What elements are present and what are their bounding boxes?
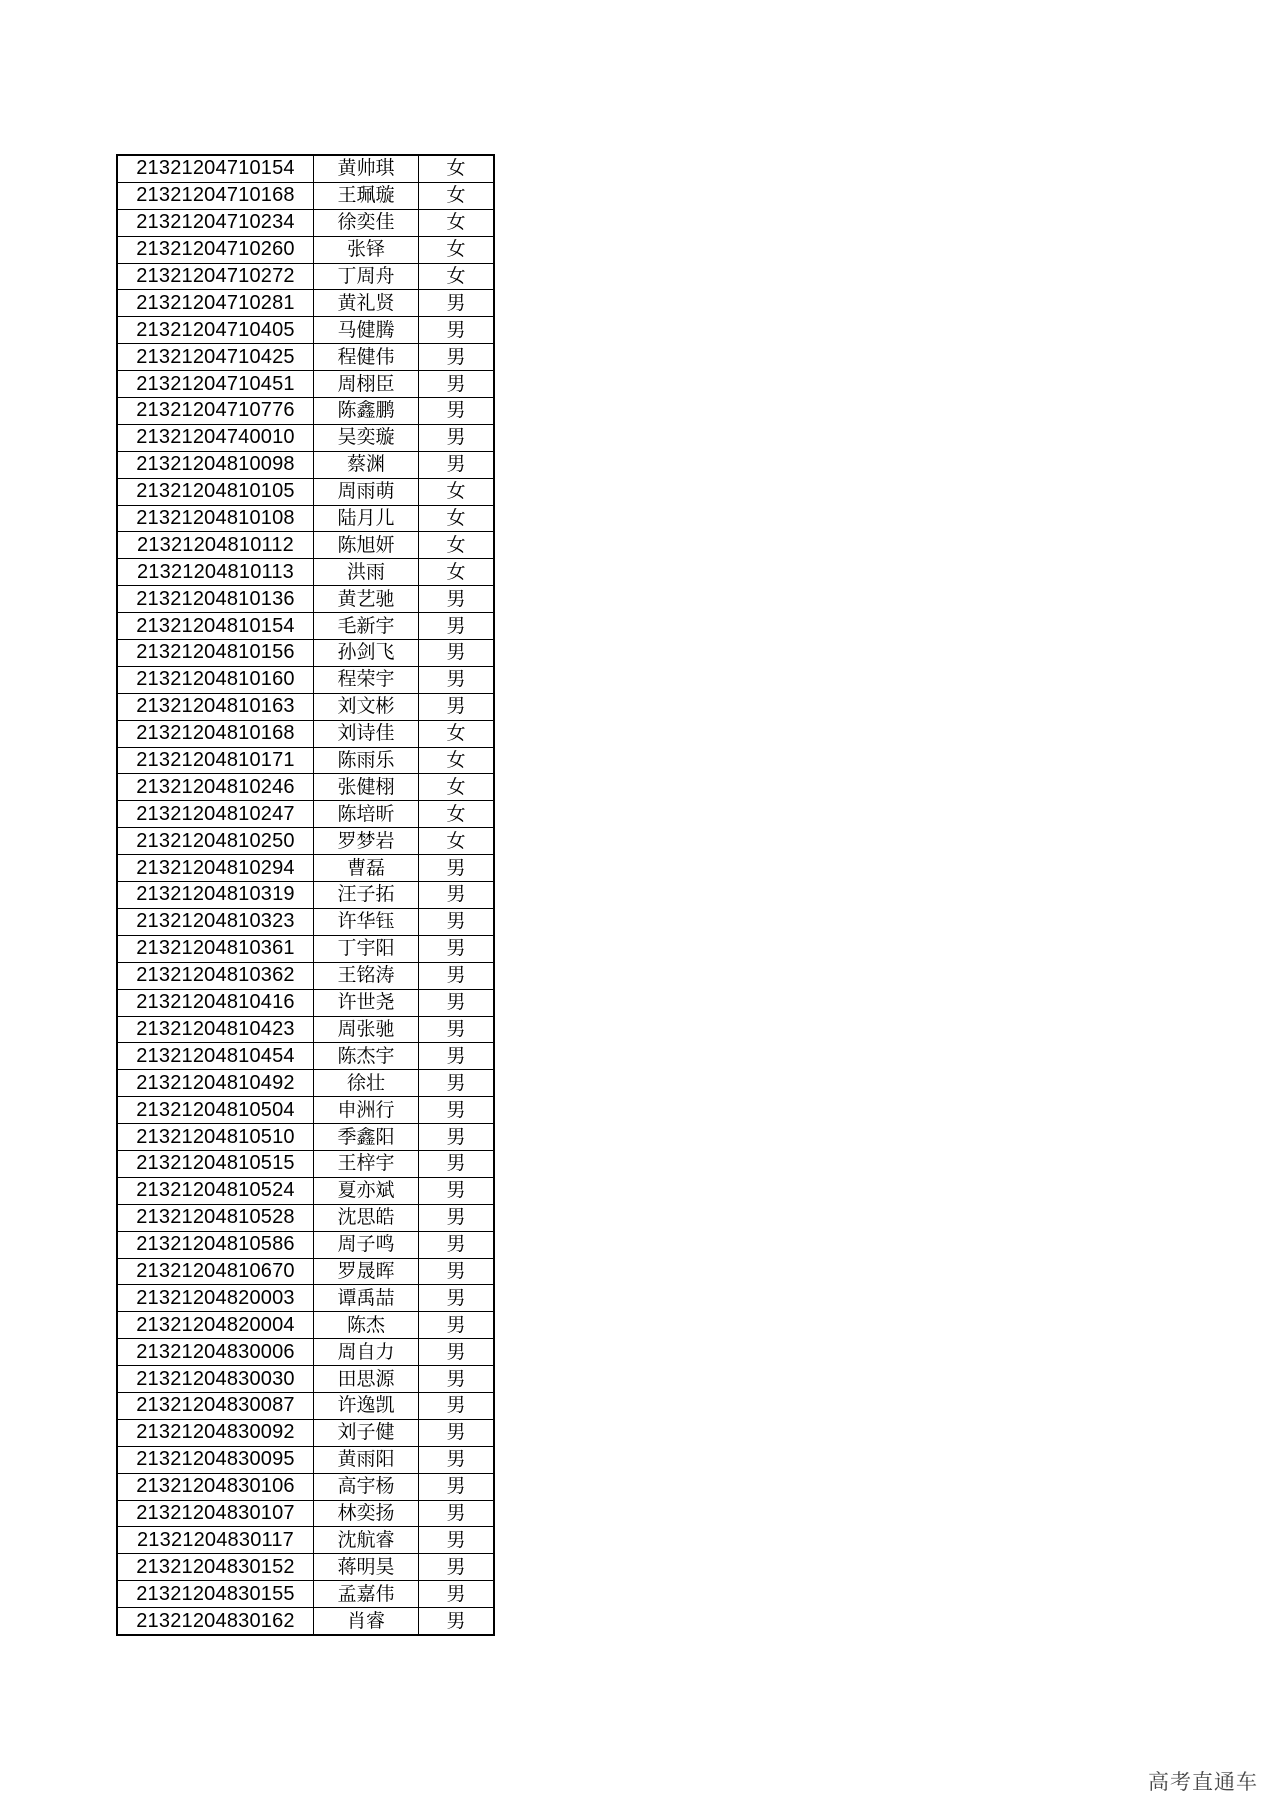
exam-number-cell: 21321204710260 bbox=[117, 236, 314, 263]
table-row bbox=[117, 1312, 494, 1339]
exam-number-cell: 21321204810098 bbox=[117, 451, 314, 478]
gender-cell: 男 bbox=[419, 1473, 495, 1500]
table-row bbox=[117, 398, 494, 425]
gender-cell: 男 bbox=[419, 1446, 495, 1473]
exam-number-cell: 21321204830095 bbox=[117, 1446, 314, 1473]
student-name-cell: 陈旭妍 bbox=[314, 532, 419, 559]
exam-number-cell: 21321204830030 bbox=[117, 1366, 314, 1393]
student-name-cell: 许逸凯 bbox=[314, 1392, 419, 1419]
student-name-cell: 刘诗佳 bbox=[314, 720, 419, 747]
exam-number-cell: 21321204830087 bbox=[117, 1392, 314, 1419]
exam-number-cell: 21321204810515 bbox=[117, 1150, 314, 1177]
student-name-cell: 沈航睿 bbox=[314, 1527, 419, 1554]
gender-cell: 男 bbox=[419, 640, 495, 667]
gender-cell: 男 bbox=[419, 290, 495, 317]
student-name-cell: 刘文彬 bbox=[314, 693, 419, 720]
exam-number-cell: 21321204830155 bbox=[117, 1581, 314, 1608]
exam-number-cell: 21321204710154 bbox=[117, 155, 314, 182]
table-row bbox=[117, 1124, 494, 1151]
gender-cell: 男 bbox=[419, 451, 495, 478]
exam-number-cell: 21321204810504 bbox=[117, 1097, 314, 1124]
gender-cell: 男 bbox=[419, 1043, 495, 1070]
table-row bbox=[117, 451, 494, 478]
table-row bbox=[117, 613, 494, 640]
table-row bbox=[117, 666, 494, 693]
table-row bbox=[117, 1177, 494, 1204]
table-row bbox=[117, 155, 494, 182]
table-row bbox=[117, 989, 494, 1016]
student-name-cell: 丁周舟 bbox=[314, 263, 419, 290]
table-row bbox=[117, 774, 494, 801]
student-name-cell: 周雨萌 bbox=[314, 478, 419, 505]
table-row bbox=[117, 962, 494, 989]
exam-number-cell: 21321204810361 bbox=[117, 935, 314, 962]
student-name-cell: 丁宇阳 bbox=[314, 935, 419, 962]
gender-cell: 男 bbox=[419, 1097, 495, 1124]
gender-cell: 男 bbox=[419, 908, 495, 935]
exam-number-cell: 21321204810168 bbox=[117, 720, 314, 747]
student-name-cell: 田思源 bbox=[314, 1366, 419, 1393]
table-row bbox=[117, 209, 494, 236]
exam-number-cell: 21321204710168 bbox=[117, 182, 314, 209]
table-row bbox=[117, 478, 494, 505]
table-row bbox=[117, 1339, 494, 1366]
gender-cell: 男 bbox=[419, 1554, 495, 1581]
gender-cell: 男 bbox=[419, 1016, 495, 1043]
student-name-cell: 周子鸣 bbox=[314, 1231, 419, 1258]
table-row bbox=[117, 182, 494, 209]
student-name-cell: 王梓宇 bbox=[314, 1150, 419, 1177]
table-row bbox=[117, 720, 494, 747]
exam-number-cell: 21321204710281 bbox=[117, 290, 314, 317]
table-row bbox=[117, 882, 494, 909]
gender-cell: 女 bbox=[419, 182, 495, 209]
student-roster-table bbox=[116, 154, 495, 1636]
gender-cell: 男 bbox=[419, 935, 495, 962]
exam-number-cell: 21321204810670 bbox=[117, 1258, 314, 1285]
exam-number-cell: 21321204810105 bbox=[117, 478, 314, 505]
gender-cell: 女 bbox=[419, 532, 495, 559]
exam-number-cell: 21321204830152 bbox=[117, 1554, 314, 1581]
gender-cell: 男 bbox=[419, 1581, 495, 1608]
gender-cell: 男 bbox=[419, 693, 495, 720]
table-row bbox=[117, 747, 494, 774]
student-name-cell: 程荣宇 bbox=[314, 666, 419, 693]
student-name-cell: 张健栩 bbox=[314, 774, 419, 801]
student-name-cell: 蒋明昊 bbox=[314, 1554, 419, 1581]
gender-cell: 女 bbox=[419, 559, 495, 586]
table-row bbox=[117, 559, 494, 586]
student-name-cell: 周栩臣 bbox=[314, 371, 419, 398]
gender-cell: 男 bbox=[419, 962, 495, 989]
student-name-cell: 陈培昕 bbox=[314, 801, 419, 828]
student-name-cell: 徐奕佳 bbox=[314, 209, 419, 236]
table-row bbox=[117, 263, 494, 290]
gender-cell: 女 bbox=[419, 155, 495, 182]
exam-number-cell: 21321204810586 bbox=[117, 1231, 314, 1258]
exam-number-cell: 21321204810323 bbox=[117, 908, 314, 935]
student-name-cell: 谭禹喆 bbox=[314, 1285, 419, 1312]
gender-cell: 男 bbox=[419, 586, 495, 613]
student-name-cell: 黄帅琪 bbox=[314, 155, 419, 182]
gender-cell: 男 bbox=[419, 1339, 495, 1366]
exam-number-cell: 21321204830117 bbox=[117, 1527, 314, 1554]
exam-number-cell: 21321204810524 bbox=[117, 1177, 314, 1204]
table-row bbox=[117, 1150, 494, 1177]
student-name-cell: 周张驰 bbox=[314, 1016, 419, 1043]
student-name-cell: 刘子健 bbox=[314, 1419, 419, 1446]
gender-cell: 男 bbox=[419, 1177, 495, 1204]
gender-cell: 男 bbox=[419, 613, 495, 640]
student-name-cell: 黄艺驰 bbox=[314, 586, 419, 613]
table-row bbox=[117, 1527, 494, 1554]
table-row bbox=[117, 344, 494, 371]
gender-cell: 男 bbox=[419, 1419, 495, 1446]
exam-number-cell: 21321204810108 bbox=[117, 505, 314, 532]
student-name-cell: 洪雨 bbox=[314, 559, 419, 586]
gender-cell: 女 bbox=[419, 774, 495, 801]
student-name-cell: 孙剑飞 bbox=[314, 640, 419, 667]
table-row bbox=[117, 1016, 494, 1043]
student-name-cell: 林奕扬 bbox=[314, 1500, 419, 1527]
exam-number-cell: 21321204820004 bbox=[117, 1312, 314, 1339]
gender-cell: 男 bbox=[419, 344, 495, 371]
exam-number-cell: 21321204810250 bbox=[117, 828, 314, 855]
table-row bbox=[117, 1500, 494, 1527]
student-name-cell: 许世尧 bbox=[314, 989, 419, 1016]
gender-cell: 男 bbox=[419, 1312, 495, 1339]
table-row bbox=[117, 1473, 494, 1500]
table-row bbox=[117, 586, 494, 613]
table-row bbox=[117, 1419, 494, 1446]
gender-cell: 男 bbox=[419, 1150, 495, 1177]
exam-number-cell: 21321204810510 bbox=[117, 1124, 314, 1151]
exam-number-cell: 21321204810294 bbox=[117, 855, 314, 882]
student-name-cell: 罗晟晖 bbox=[314, 1258, 419, 1285]
exam-number-cell: 21321204810160 bbox=[117, 666, 314, 693]
exam-number-cell: 21321204810416 bbox=[117, 989, 314, 1016]
exam-number-cell: 21321204830107 bbox=[117, 1500, 314, 1527]
student-name-cell: 肖睿 bbox=[314, 1608, 419, 1635]
gender-cell: 男 bbox=[419, 398, 495, 425]
student-name-cell: 陆月儿 bbox=[314, 505, 419, 532]
table-row bbox=[117, 1608, 494, 1635]
table-row bbox=[117, 505, 494, 532]
gender-cell: 女 bbox=[419, 236, 495, 263]
student-name-cell: 陈杰宇 bbox=[314, 1043, 419, 1070]
table-row bbox=[117, 1043, 494, 1070]
student-name-cell: 季鑫阳 bbox=[314, 1124, 419, 1151]
student-name-cell: 陈杰 bbox=[314, 1312, 419, 1339]
gender-cell: 男 bbox=[419, 1204, 495, 1231]
exam-number-cell: 21321204810136 bbox=[117, 586, 314, 613]
table-row bbox=[117, 828, 494, 855]
exam-number-cell: 21321204810362 bbox=[117, 962, 314, 989]
student-name-cell: 许华钰 bbox=[314, 908, 419, 935]
gender-cell: 女 bbox=[419, 828, 495, 855]
gender-cell: 女 bbox=[419, 263, 495, 290]
exam-number-cell: 21321204830006 bbox=[117, 1339, 314, 1366]
student-name-cell: 陈雨乐 bbox=[314, 747, 419, 774]
student-name-cell: 沈思皓 bbox=[314, 1204, 419, 1231]
table-row bbox=[117, 371, 494, 398]
exam-number-cell: 21321204810112 bbox=[117, 532, 314, 559]
student-name-cell: 陈鑫鹏 bbox=[314, 398, 419, 425]
table-row bbox=[117, 1231, 494, 1258]
exam-number-cell: 21321204810171 bbox=[117, 747, 314, 774]
exam-number-cell: 21321204810247 bbox=[117, 801, 314, 828]
gender-cell: 男 bbox=[419, 1500, 495, 1527]
table-row bbox=[117, 1392, 494, 1419]
gender-cell: 男 bbox=[419, 1124, 495, 1151]
table-row bbox=[117, 1446, 494, 1473]
student-name-cell: 蔡渊 bbox=[314, 451, 419, 478]
exam-number-cell: 21321204810423 bbox=[117, 1016, 314, 1043]
exam-number-cell: 21321204820003 bbox=[117, 1285, 314, 1312]
gender-cell: 男 bbox=[419, 855, 495, 882]
exam-number-cell: 21321204830092 bbox=[117, 1419, 314, 1446]
gender-cell: 男 bbox=[419, 371, 495, 398]
table-row bbox=[117, 290, 494, 317]
gender-cell: 男 bbox=[419, 1258, 495, 1285]
gender-cell: 男 bbox=[419, 1285, 495, 1312]
table-row bbox=[117, 801, 494, 828]
gender-cell: 男 bbox=[419, 1527, 495, 1554]
exam-number-cell: 21321204810156 bbox=[117, 640, 314, 667]
student-name-cell: 马健腾 bbox=[314, 317, 419, 344]
gender-cell: 男 bbox=[419, 1070, 495, 1097]
exam-number-cell: 21321204710451 bbox=[117, 371, 314, 398]
table-row bbox=[117, 424, 494, 451]
exam-number-cell: 21321204710776 bbox=[117, 398, 314, 425]
table-row bbox=[117, 1258, 494, 1285]
exam-number-cell: 21321204830162 bbox=[117, 1608, 314, 1635]
student-name-cell: 孟嘉伟 bbox=[314, 1581, 419, 1608]
table-row bbox=[117, 1581, 494, 1608]
gender-cell: 男 bbox=[419, 424, 495, 451]
exam-number-cell: 21321204810528 bbox=[117, 1204, 314, 1231]
table-row bbox=[117, 1070, 494, 1097]
gender-cell: 男 bbox=[419, 1231, 495, 1258]
student-name-cell: 黄礼贤 bbox=[314, 290, 419, 317]
table-row bbox=[117, 1366, 494, 1393]
table-row bbox=[117, 640, 494, 667]
gender-cell: 男 bbox=[419, 666, 495, 693]
student-name-cell: 夏亦斌 bbox=[314, 1177, 419, 1204]
table-row bbox=[117, 1204, 494, 1231]
table-row bbox=[117, 317, 494, 344]
student-name-cell: 徐壮 bbox=[314, 1070, 419, 1097]
student-name-cell: 王珮璇 bbox=[314, 182, 419, 209]
student-name-cell: 毛新宇 bbox=[314, 613, 419, 640]
exam-number-cell: 21321204710405 bbox=[117, 317, 314, 344]
student-name-cell: 汪子拓 bbox=[314, 882, 419, 909]
table-row bbox=[117, 908, 494, 935]
exam-number-cell: 21321204710272 bbox=[117, 263, 314, 290]
exam-number-cell: 21321204810154 bbox=[117, 613, 314, 640]
student-name-cell: 黄雨阳 bbox=[314, 1446, 419, 1473]
student-name-cell: 程健伟 bbox=[314, 344, 419, 371]
exam-number-cell: 21321204810113 bbox=[117, 559, 314, 586]
student-name-cell: 曹磊 bbox=[314, 855, 419, 882]
table-row bbox=[117, 1554, 494, 1581]
student-name-cell: 张铎 bbox=[314, 236, 419, 263]
gender-cell: 男 bbox=[419, 1608, 495, 1635]
exam-number-cell: 21321204740010 bbox=[117, 424, 314, 451]
gender-cell: 男 bbox=[419, 882, 495, 909]
table-row bbox=[117, 1097, 494, 1124]
gender-cell: 女 bbox=[419, 747, 495, 774]
gender-cell: 男 bbox=[419, 317, 495, 344]
gender-cell: 女 bbox=[419, 505, 495, 532]
student-name-cell: 申洲行 bbox=[314, 1097, 419, 1124]
gender-cell: 男 bbox=[419, 1366, 495, 1393]
student-name-cell: 王铭涛 bbox=[314, 962, 419, 989]
exam-number-cell: 21321204830106 bbox=[117, 1473, 314, 1500]
watermark-text: 高考直通车 bbox=[1148, 1770, 1258, 1794]
table-row bbox=[117, 1285, 494, 1312]
gender-cell: 女 bbox=[419, 209, 495, 236]
gender-cell: 女 bbox=[419, 720, 495, 747]
student-name-cell: 周自力 bbox=[314, 1339, 419, 1366]
gender-cell: 女 bbox=[419, 478, 495, 505]
student-name-cell: 高宇杨 bbox=[314, 1473, 419, 1500]
roster-body bbox=[117, 155, 494, 1635]
student-name-cell: 吴奕璇 bbox=[314, 424, 419, 451]
table-row bbox=[117, 693, 494, 720]
exam-number-cell: 21321204810454 bbox=[117, 1043, 314, 1070]
table-row bbox=[117, 532, 494, 559]
gender-cell: 女 bbox=[419, 801, 495, 828]
student-name-cell: 罗梦岩 bbox=[314, 828, 419, 855]
exam-number-cell: 21321204810319 bbox=[117, 882, 314, 909]
table-row bbox=[117, 855, 494, 882]
exam-number-cell: 21321204710425 bbox=[117, 344, 314, 371]
gender-cell: 男 bbox=[419, 989, 495, 1016]
gender-cell: 男 bbox=[419, 1392, 495, 1419]
exam-number-cell: 21321204810246 bbox=[117, 774, 314, 801]
table-row bbox=[117, 935, 494, 962]
exam-number-cell: 21321204710234 bbox=[117, 209, 314, 236]
exam-number-cell: 21321204810492 bbox=[117, 1070, 314, 1097]
table-row bbox=[117, 236, 494, 263]
exam-number-cell: 21321204810163 bbox=[117, 693, 314, 720]
